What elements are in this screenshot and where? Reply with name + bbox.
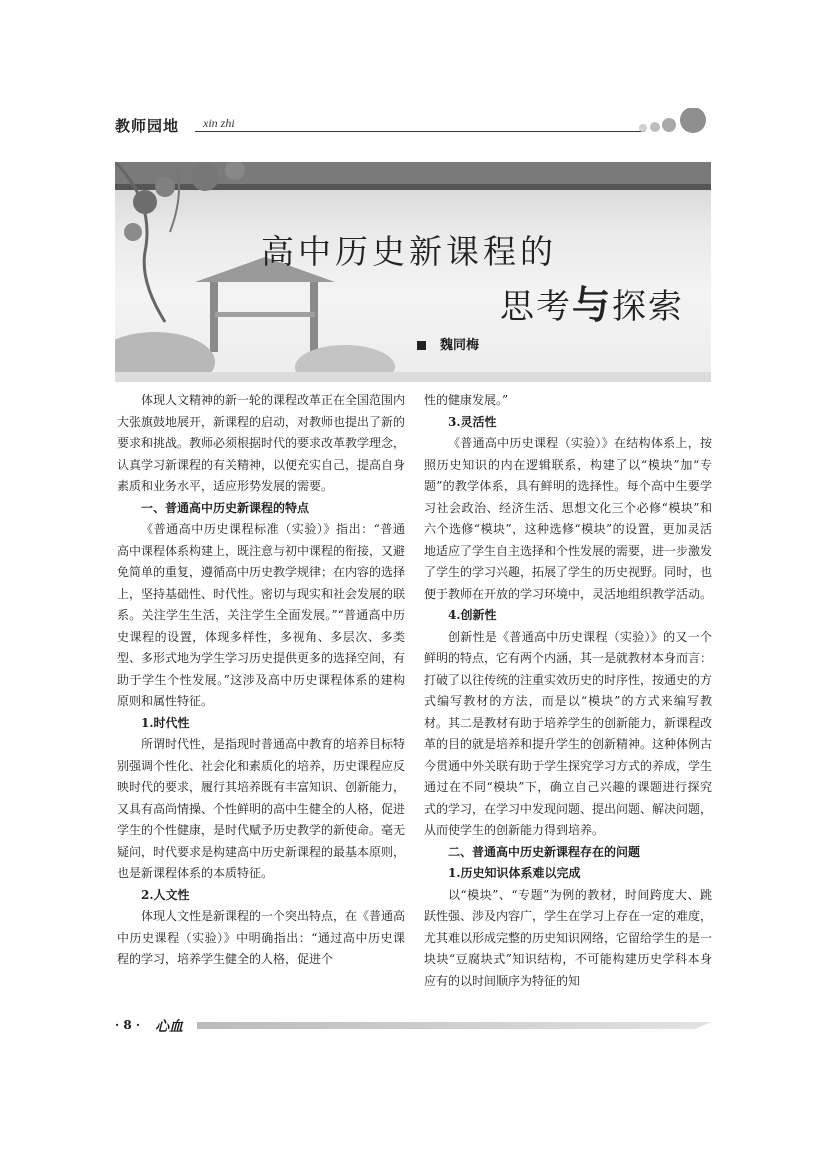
subsection-heading: 1.历史知识体系难以完成 bbox=[448, 866, 581, 880]
footer-bar bbox=[197, 1022, 711, 1029]
page-footer bbox=[115, 1018, 711, 1034]
section-heading: 一、普通高中历史新课程的特点 bbox=[141, 500, 310, 515]
paragraph: 以“模块”、“专题”为例的教材，时间跨度大、跳跃性强、涉及内容广，学生在学习上存在一定的难度，尤其难以形成完整的历史知识网络，它留给学生的是一块块“豆腐块式”知识结构，不可能构建历史学科本身应有的以时间顺序为特征的知 bbox=[424, 887, 713, 988]
square-bullet-icon bbox=[417, 341, 426, 350]
magazine-name: 心血 bbox=[155, 1019, 183, 1035]
decorative-circles-icon bbox=[635, 108, 715, 136]
subsection-heading: 1.时代性 bbox=[141, 715, 190, 730]
subsection-heading: 2.人文性 bbox=[141, 887, 190, 902]
paragraph: 性的健康发展。” bbox=[424, 393, 509, 407]
paragraph: 体现人文性是新课程的一个突出特点，在《普通高中历史课程（实验）》中明确指出：“通过高中历史课程的学习，培养学生健全的人格，促进个 bbox=[117, 909, 406, 966]
right-text-column bbox=[424, 390, 712, 992]
author-name: 魏同梅 bbox=[440, 338, 480, 353]
subsection-heading: 3.灵活性 bbox=[448, 414, 497, 429]
paragraph: 《普通高中历史课程标准（实验）》指出：“普通高中课程体系构建上，既注意与初中课程的衔接，又避免简单的重复，遵循高中历史教学规律；在内容的选择上，坚持基础性、时代性。密切与现实和社会发展的联系。关注学生生活，关注学生全面发展。”“普通高中历史课程的设置，体现多样性，多视角、多层次、多类型、多形式地为学生学习历史提供更多的选择空间，有助于学生个性发展。”这涉及高中历史课程体系的建构原则和属性特征。 bbox=[117, 522, 406, 708]
paragraph: 所谓时代性，是指现时普通高中教育的培养目标特别强调个性化、社会化和素质化的培养，历史课程应反映时代的要求，履行其培养既有丰富知识、创新能力，又具有高尚情操、个性鲜明的高中生健全的人格，促进学生的个性健康，是时代赋予历史教学的新使命。毫无疑问，时代要求是构建高中历史新课程的最基本原则，也是新课程体系的本质特征。 bbox=[117, 737, 406, 880]
section-heading: 二、普通高中历史新课程存在的问题 bbox=[448, 844, 641, 859]
article-title-line1: 高中历史新课程的 bbox=[261, 232, 557, 271]
title-part-b: 与 bbox=[572, 283, 613, 327]
title-part-a: 思考 bbox=[500, 287, 572, 327]
subsection-heading: 4.创新性 bbox=[448, 608, 497, 622]
title-part-c: 探索 bbox=[612, 287, 685, 327]
column-pinyin: xin zhi bbox=[203, 116, 235, 130]
article-title-line2 bbox=[500, 274, 684, 329]
page-number: · 8 · bbox=[115, 1018, 141, 1032]
paragraph: 创新性是《普通高中历史课程（实验）》的又一个鲜明的特点，它有两个内涵，其一是就教材本身而言：打破了以往传统的注重实效历史的时序性，按通史的方式编写教材的方法，而是以“模块”的方式来编写教材。其二是教材有助于培养学生的创新能力，新课程改革的目的就是培养和提升学生的创新精神。这种体例古今贯通中外关联有助于学生探究学习方式的养成，学生通过在不同“模块”下，确立自己兴趣的课题进行探究式的学习，在学习中发现问题、提出问题、解决问题，从而使学生的创新能力得到培养。 bbox=[424, 629, 713, 837]
author-byline bbox=[417, 334, 479, 353]
article-banner bbox=[115, 162, 711, 382]
column-name: 教师园地 bbox=[115, 117, 180, 135]
paragraph: 《普通高中历史课程（实验）》在结构体系上，按照历史知识的内在逻辑联系，构建了以“模块”加“专题”的教学体系，具有鲜明的选择性。每个高中生要学习社会政治、经济生活、思想文化三个必修“模块”和六个选修“模块”，这种选修“模块”的设置，更加灵活地适应了学生自主选择和个性发展的需要，进一步激发了学生的学习兴趣，拓展了学生的历史视野。同时，也便于教师在开放的学习环境中，灵活地组织教学活动。 bbox=[424, 436, 713, 601]
paragraph: 体现人文精神的新一轮的课程改革正在全国范围内大张旗鼓地展开，新课程的启动，对教师也提出了新的要求和挑战。教师必须根据时代的要求改革教学理念，认真学习新课程的有关精神，以便充实自己，提高自身素质和业务水平，适应形势发展的需要。 bbox=[117, 393, 406, 493]
page-header bbox=[115, 108, 715, 138]
left-text-column bbox=[117, 390, 405, 971]
header-rule bbox=[195, 131, 645, 132]
